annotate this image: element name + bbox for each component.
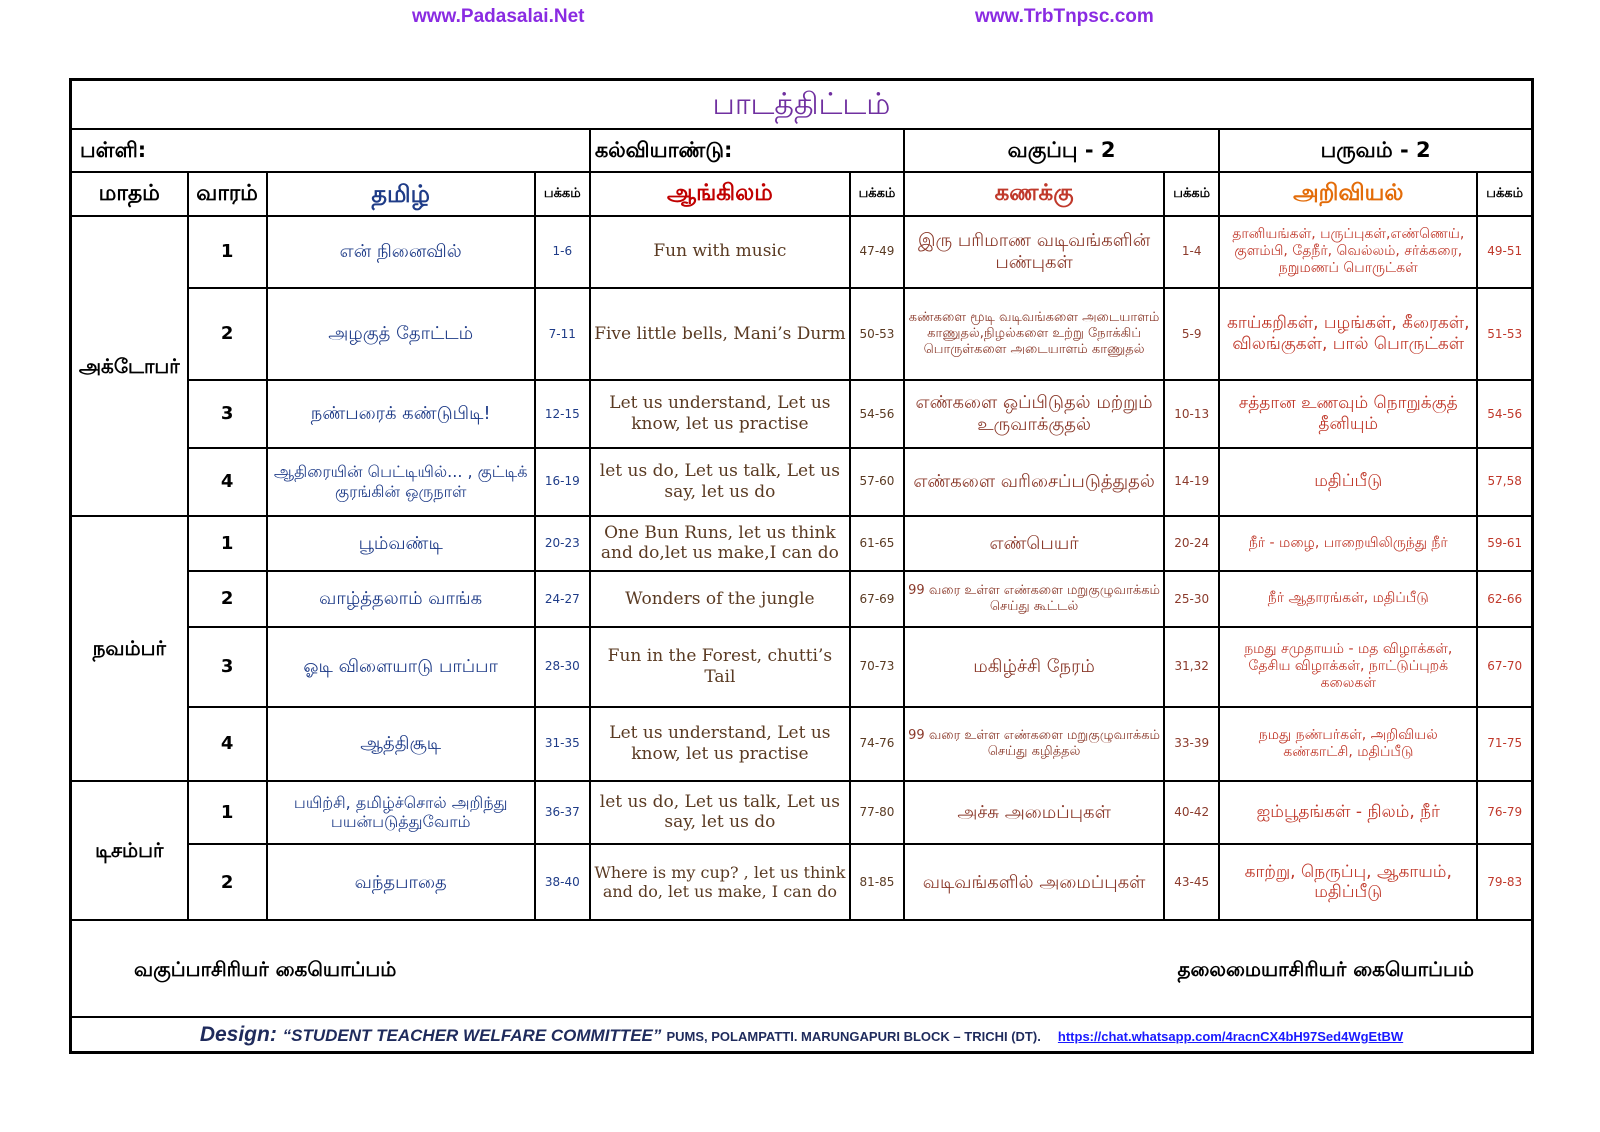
maths-lesson: 99 வரை உள்ள எண்களை மறுகுழுவாக்கம் செய்து கழித்தல் xyxy=(904,707,1164,781)
science-lesson: காற்று, நெருப்பு, ஆகாயம், மதிப்பீடு xyxy=(1219,844,1477,920)
science-pages: 59-61 xyxy=(1477,516,1532,571)
english-lesson: Five little bells, Mani’s Durm xyxy=(590,288,850,380)
table-row xyxy=(71,571,1533,626)
science-pages: 76-79 xyxy=(1477,781,1532,845)
tamil-lesson: ஆத்திசூடி xyxy=(267,707,535,781)
table-row xyxy=(71,288,1533,380)
tamil-pages: 38-40 xyxy=(535,844,590,920)
page-title: பாடத்திட்டம் xyxy=(71,80,1533,130)
tamil-pages: 12-15 xyxy=(535,380,590,448)
tamil-pages: 28-30 xyxy=(535,627,590,707)
english-pages: 61-65 xyxy=(850,516,904,571)
maths-pages: 20-24 xyxy=(1164,516,1219,571)
week-cell: 4 xyxy=(188,448,267,516)
science-lesson: சத்தான உணவும் நொறுக்குத் தீனியும் xyxy=(1219,380,1477,448)
science-lesson: தானியங்கள், பருப்புகள்,எண்ணெய், குளம்பி, தேநீர், வெல்லம், சர்க்கரை, நறுமணப் பொருட்கள் xyxy=(1219,216,1477,288)
maths-lesson: எண்களை வரிசைப்படுத்துதல் xyxy=(904,448,1164,516)
week-cell: 3 xyxy=(188,380,267,448)
english-pages: 57-60 xyxy=(850,448,904,516)
english-pages: 81-85 xyxy=(850,844,904,920)
english-pages: 67-69 xyxy=(850,571,904,626)
design-credit xyxy=(71,1017,1533,1053)
science-lesson: ஐம்பூதங்கள் - நிலம், நீர் xyxy=(1219,781,1477,845)
headmaster-signature: தலைமையாசிரியர் கையொப்பம் xyxy=(1177,956,1474,981)
tamil-pages: 20-23 xyxy=(535,516,590,571)
english-pages: 70-73 xyxy=(850,627,904,707)
col-tamil: தமிழ் xyxy=(267,172,535,215)
maths-pages: 40-42 xyxy=(1164,781,1219,845)
maths-pages: 33-39 xyxy=(1164,707,1219,781)
tamil-pages: 7-11 xyxy=(535,288,590,380)
science-pages: 57,58 xyxy=(1477,448,1532,516)
tamil-lesson: வாழ்த்தலாம் வாங்க xyxy=(267,571,535,626)
academic-year-field[interactable]: கல்வியாண்டு: xyxy=(590,129,904,172)
english-lesson: let us do, Let us talk, Let us say, let us do xyxy=(590,781,850,845)
week-cell: 4 xyxy=(188,707,267,781)
month-november: நவம்பர் xyxy=(71,516,188,781)
tamil-lesson: ஆதிரையின் பெட்டியில்... , குட்டிக் குரங்கின் ஒருநாள் xyxy=(267,448,535,516)
padasalai-link[interactable]: www.Padasalai.Net xyxy=(412,6,585,27)
week-cell: 1 xyxy=(188,781,267,845)
table-row xyxy=(71,627,1533,707)
tamil-pages: 1-6 xyxy=(535,216,590,288)
whatsapp-link[interactable]: https://chat.whatsapp.com/4racnCX4bH97Sed4WgEtBW xyxy=(1057,1028,1404,1044)
design-label: Design xyxy=(199,1022,270,1046)
table-row xyxy=(71,707,1533,781)
maths-pages: 14-19 xyxy=(1164,448,1219,516)
school-field[interactable]: பள்ளி: xyxy=(71,129,590,172)
design-colon: : xyxy=(269,1022,283,1046)
table-row xyxy=(71,781,1533,845)
english-lesson: Let us understand, Let us know, let us practise xyxy=(590,380,850,448)
col-maths: கணக்கு xyxy=(904,172,1164,215)
month-october: அக்டோபர் xyxy=(71,216,188,516)
english-pages: 50-53 xyxy=(850,288,904,380)
science-pages: 79-83 xyxy=(1477,844,1532,920)
maths-pages: 31,32 xyxy=(1164,627,1219,707)
english-pages: 74-76 xyxy=(850,707,904,781)
week-cell: 2 xyxy=(188,844,267,920)
science-pages: 62-66 xyxy=(1477,571,1532,626)
maths-lesson: மகிழ்ச்சி நேரம் xyxy=(904,627,1164,707)
tamil-lesson: என் நினைவில் xyxy=(267,216,535,288)
tamil-lesson: பூம்வண்டி xyxy=(267,516,535,571)
english-lesson: Fun with music xyxy=(590,216,850,288)
tamil-lesson: நண்பரைக் கண்டுபிடி! xyxy=(267,380,535,448)
signature-area xyxy=(71,920,1533,1017)
table-row xyxy=(71,380,1533,448)
maths-pages: 25-30 xyxy=(1164,571,1219,626)
tamil-pages: 24-27 xyxy=(535,571,590,626)
term-field: பருவம் - 2 xyxy=(1219,129,1532,172)
col-month: மாதம் xyxy=(71,172,188,215)
col-page-tamil: பக்கம் xyxy=(535,172,590,215)
col-week: வாரம் xyxy=(188,172,267,215)
english-lesson: Wonders of the jungle xyxy=(590,571,850,626)
english-lesson: Where is my cup? , let us think and do, let us make, I can do xyxy=(590,844,850,920)
table-row xyxy=(71,216,1533,288)
english-pages: 54-56 xyxy=(850,380,904,448)
tamil-lesson: ஓடி விளையாடு பாப்பா xyxy=(267,627,535,707)
col-science: அறிவியல் xyxy=(1219,172,1477,215)
tamil-pages: 16-19 xyxy=(535,448,590,516)
science-lesson: மதிப்பீடு xyxy=(1219,448,1477,516)
week-cell: 2 xyxy=(188,571,267,626)
science-lesson: காய்கறிகள், பழங்கள், கீரைகள், விலங்குகள், பால் பொருட்கள் xyxy=(1219,288,1477,380)
table-row xyxy=(71,844,1533,920)
table-row xyxy=(71,448,1533,516)
english-lesson: Let us understand, Let us know, let us practise xyxy=(590,707,850,781)
science-lesson: நீர் ஆதாரங்கள், மதிப்பீடு xyxy=(1219,571,1477,626)
english-lesson: One Bun Runs, let us think and do,let us make,I can do xyxy=(590,516,850,571)
week-cell: 1 xyxy=(188,216,267,288)
english-pages: 77-80 xyxy=(850,781,904,845)
trbtnpsc-link[interactable]: www.TrbTnpsc.com xyxy=(975,6,1154,27)
lesson-plan-table xyxy=(69,78,1534,1054)
col-page-english: பக்கம் xyxy=(850,172,904,215)
science-pages: 71-75 xyxy=(1477,707,1532,781)
col-page-science: பக்கம் xyxy=(1477,172,1532,215)
tamil-lesson: அழகுத் தோட்டம் xyxy=(267,288,535,380)
class-field: வகுப்பு - 2 xyxy=(904,129,1219,172)
tamil-pages: 31-35 xyxy=(535,707,590,781)
english-pages: 47-49 xyxy=(850,216,904,288)
table-row xyxy=(71,516,1533,571)
english-lesson: Fun in the Forest, chutti’s Tail xyxy=(590,627,850,707)
design-org: “STUDENT TEACHER WELFARE COMMITTEE” xyxy=(282,1025,662,1045)
maths-lesson: எண்பெயர் xyxy=(904,516,1164,571)
maths-pages: 10-13 xyxy=(1164,380,1219,448)
maths-lesson: கண்களை மூடி வடிவங்களை அடையாளம் காணுதல்,நிழல்களை உற்று நோக்கிப் பொருள்களை அடையாளம் காணுதல் xyxy=(904,288,1164,380)
maths-lesson: 99 வரை உள்ள எண்களை மறுகுழுவாக்கம் செய்து கூட்டல் xyxy=(904,571,1164,626)
science-pages: 54-56 xyxy=(1477,380,1532,448)
english-lesson: let us do, Let us talk, Let us say, let us do xyxy=(590,448,850,516)
maths-lesson: வடிவங்களில் அமைப்புகள் xyxy=(904,844,1164,920)
maths-lesson: அச்சு அமைப்புகள் xyxy=(904,781,1164,845)
maths-pages: 43-45 xyxy=(1164,844,1219,920)
maths-pages: 1-4 xyxy=(1164,216,1219,288)
week-cell: 2 xyxy=(188,288,267,380)
month-december: டிசம்பர் xyxy=(71,781,188,921)
science-lesson: நமது நண்பர்கள், அறிவியல் கண்காட்சி, மதிப்பீடு xyxy=(1219,707,1477,781)
teacher-signature: வகுப்பாசிரியர் கையொப்பம் xyxy=(134,956,397,981)
science-pages: 49-51 xyxy=(1477,216,1532,288)
week-cell: 1 xyxy=(188,516,267,571)
maths-pages: 5-9 xyxy=(1164,288,1219,380)
week-cell: 3 xyxy=(188,627,267,707)
science-lesson: நமது சமுதாயம் - மத விழாக்கள், தேசிய விழாக்கள், நாட்டுப்புறக் கலைகள் xyxy=(1219,627,1477,707)
science-pages: 67-70 xyxy=(1477,627,1532,707)
col-english: ஆங்கிலம் xyxy=(590,172,850,215)
col-page-maths: பக்கம் xyxy=(1164,172,1219,215)
design-address: PUMS, POLAMPATTI. MARUNGAPURI BLOCK – TRICHI (DT). xyxy=(666,1028,1041,1044)
tamil-lesson: வந்தபாதை xyxy=(267,844,535,920)
maths-lesson: இரு பரிமாண வடிவங்களின் பண்புகள் xyxy=(904,216,1164,288)
maths-lesson: எண்களை ஒப்பிடுதல் மற்றும் உருவாக்குதல் xyxy=(904,380,1164,448)
tamil-lesson: பயிற்சி, தமிழ்ச்சொல் அறிந்து பயன்படுத்துவோம் xyxy=(267,781,535,845)
science-pages: 51-53 xyxy=(1477,288,1532,380)
tamil-pages: 36-37 xyxy=(535,781,590,845)
science-lesson: நீர் - மழை, பாறையிலிருந்து நீர் xyxy=(1219,516,1477,571)
